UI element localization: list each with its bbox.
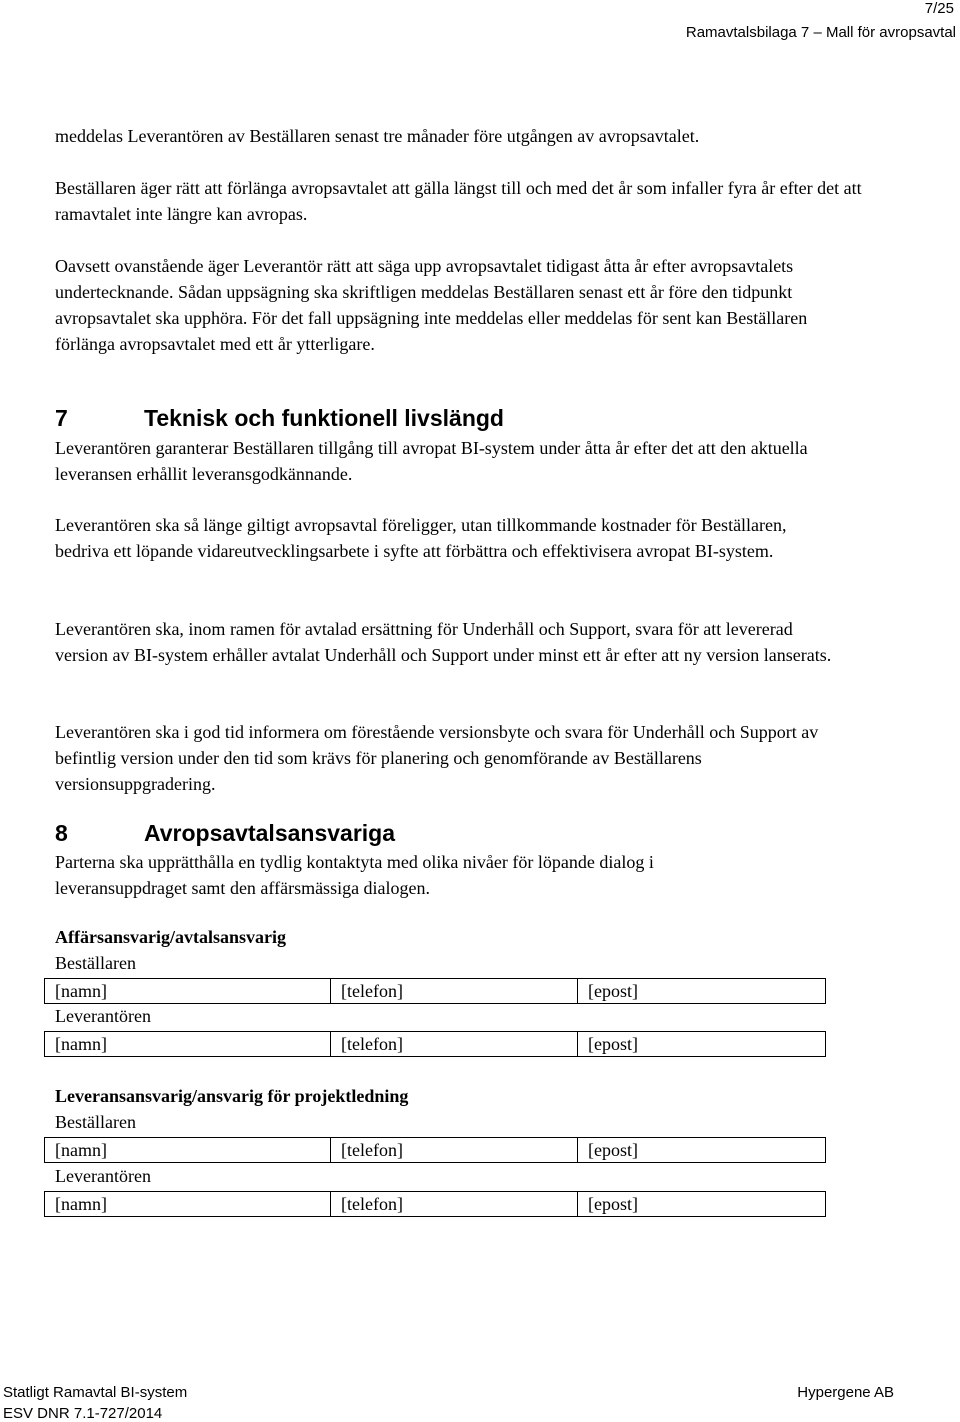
email-field: [epost]: [578, 1192, 826, 1217]
email-field: [epost]: [578, 1032, 826, 1057]
section-title: Teknisk och funktionell livslängd: [144, 405, 504, 431]
page-number: 7/25: [924, 0, 954, 17]
email-field: [epost]: [578, 979, 826, 1004]
contact-row: [45, 1138, 826, 1163]
contact-group-heading: Affärsansvarig/avtalsansvarig: [55, 927, 286, 947]
section-number: 8: [55, 820, 68, 846]
section8-paragraph: Parterna ska upprätthålla en tydlig kontaktyta med olika nivåer för löpande dialog i leveransuppdraget samt den affärsmässiga dialogen.: [55, 852, 654, 898]
email-field: [epost]: [578, 1138, 826, 1163]
paragraph-2: Beställaren äger rätt att förlänga avropsavtalet att gälla längst till och med det år som infaller fyra år efter det att ramavtalet inte längre kan avropas.: [55, 178, 862, 224]
document-title: Ramavtalsbilaga 7 – Mall för avropsavtal: [685, 24, 956, 41]
party-label: Leverantören: [55, 1166, 151, 1186]
footer-company: Hypergene AB: [797, 1384, 894, 1401]
section7-paragraph-1: Leverantören garanterar Beställaren tillgång till avropat BI-system under åtta år efter det att den aktuella leveransen erhållit leveransgodkännande.: [55, 438, 808, 484]
contact-table: [44, 1191, 826, 1217]
section7-paragraph-4: Leverantören ska i god tid informera om förestående versionsbyte och svara för Underhåll och Support av befintlig version under den tid som krävs för planering och genomförande av Beställarens versionsuppgradering.: [55, 722, 819, 794]
name-field: [namn]: [45, 1032, 331, 1057]
party-label: Leverantören: [55, 1006, 151, 1026]
paragraph-3: Oavsett ovanstående äger Leverantör rätt att säga upp avropsavtalet tidigast åtta år efter avropsavtalets undertecknande. Sådan uppsägning ska skriftligen meddelas Beställaren senast ett år före den tidpunkt avropsavtalet ska upphöra. För det fall uppsägning inte meddelas eller meddelas för sent kan Beställaren förlänga avropsavtalet med ett år ytterligare.: [55, 256, 808, 354]
paragraph-1: meddelas Leverantören av Beställaren senast tre månader före utgången av avropsavtalet.: [55, 126, 700, 146]
section-heading-7: [55, 405, 504, 432]
name-field: [namn]: [45, 1138, 331, 1163]
footer-reference-number: ESV DNR 7.1-727/2014: [3, 1405, 163, 1422]
name-field: [namn]: [45, 979, 331, 1004]
contact-row: [45, 1192, 826, 1217]
section-number: 7: [55, 405, 68, 431]
party-label: Beställaren: [55, 953, 136, 973]
contact-table: [44, 1137, 826, 1163]
phone-field: [telefon]: [331, 1138, 578, 1163]
contact-row: [45, 979, 826, 1004]
section-heading-8: [55, 820, 395, 847]
contact-table: [44, 978, 826, 1004]
section7-paragraph-2: Leverantören ska så länge giltigt avropsavtal föreligger, utan tillkommande kostnader för Beställaren, bedriva ett löpande vidareutvecklingsarbete i syfte att förbättra och effektivisera avropat BI-system.: [55, 515, 787, 561]
contact-group-heading: Leveransansvarig/ansvarig för projektledning: [55, 1086, 409, 1106]
section-title: Avropsavtalsansvariga: [144, 820, 396, 846]
footer-agreement-name: Statligt Ramavtal BI-system: [3, 1384, 188, 1401]
party-label: Beställaren: [55, 1112, 136, 1132]
phone-field: [telefon]: [331, 1192, 578, 1217]
phone-field: [telefon]: [331, 979, 578, 1004]
phone-field: [telefon]: [331, 1032, 578, 1057]
name-field: [namn]: [45, 1192, 331, 1217]
section7-paragraph-3: Leverantören ska, inom ramen för avtalad ersättning för Underhåll och Support, svara för att levererad version av BI-system erhåller avtalat Underhåll och Support under minst ett år efter att ny version lanserats.: [55, 619, 832, 665]
contact-table: [44, 1031, 826, 1057]
contact-row: [45, 1032, 826, 1057]
